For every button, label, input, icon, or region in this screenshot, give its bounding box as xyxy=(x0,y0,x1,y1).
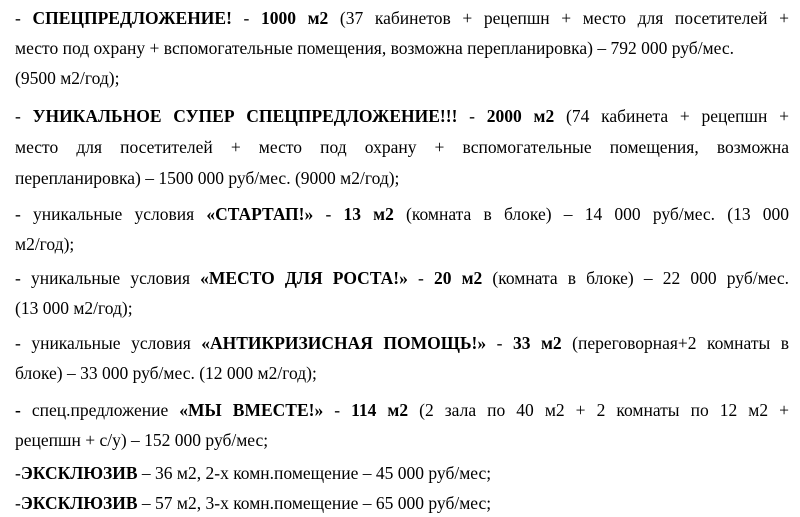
offer-line: место под охрану + вспомогательные помещения, возможна перепланировка) – 792 000 руб/мес. xyxy=(15,38,734,58)
offer-line: рецепшн + с/у) – 152 000 руб/мес; xyxy=(15,430,269,450)
offer-line: место для посетителей + место под охрану + вспомогательные помещения, возможна xyxy=(15,137,789,157)
offer-line: перепланировка) – 1500 000 руб/мес. (9000 м2/год); xyxy=(15,168,400,188)
offer-line: м2/год); xyxy=(15,234,75,254)
offer-line: - уникальные условия «АНТИКРИЗИСНАЯ ПОМОЩЬ!» - 33 м2 (переговорная+2 комнаты в xyxy=(15,333,789,353)
offer-line: - спец.предложение «МЫ ВМЕСТЕ!» - 114 м2 (2 зала по 40 м2 + 2 комнаты по 12 м2 + xyxy=(15,400,790,420)
offer-line: - уникальные условия «МЕСТО ДЛЯ РОСТА!» - 20 м2 (комната в блоке) – 22 000 руб/мес. xyxy=(15,268,790,288)
offer-line: -ЭКСКЛЮЗИВ – 36 м2, 2-х комн.помещение – 45 000 руб/мес; xyxy=(15,463,492,483)
offer-line: -ЭКСКЛЮЗИВ – 57 м2, 3-х комн.помещение – 65 000 руб/мес; xyxy=(15,493,492,513)
offer-line: - СПЕЦПРЕДЛОЖЕНИЕ! - 1000 м2 (37 кабинетов + рецепшн + место для посетителей + xyxy=(15,8,790,28)
offer-line: - уникальные условия «СТАРТАП!» - 13 м2 (комната в блоке) – 14 000 руб/мес. (13 000 xyxy=(15,204,790,224)
offer-line: блоке) – 33 000 руб/мес. (12 000 м2/год); xyxy=(15,363,317,383)
offer-line: (9500 м2/год); xyxy=(15,68,120,88)
offer-line: - УНИКАЛЬНОЕ СУПЕР СПЕЦПРЕДЛОЖЕНИЕ!!! - 2000 м2 (74 кабинета + рецепшн + xyxy=(15,106,790,126)
offer-line: (13 000 м2/год); xyxy=(15,298,133,318)
